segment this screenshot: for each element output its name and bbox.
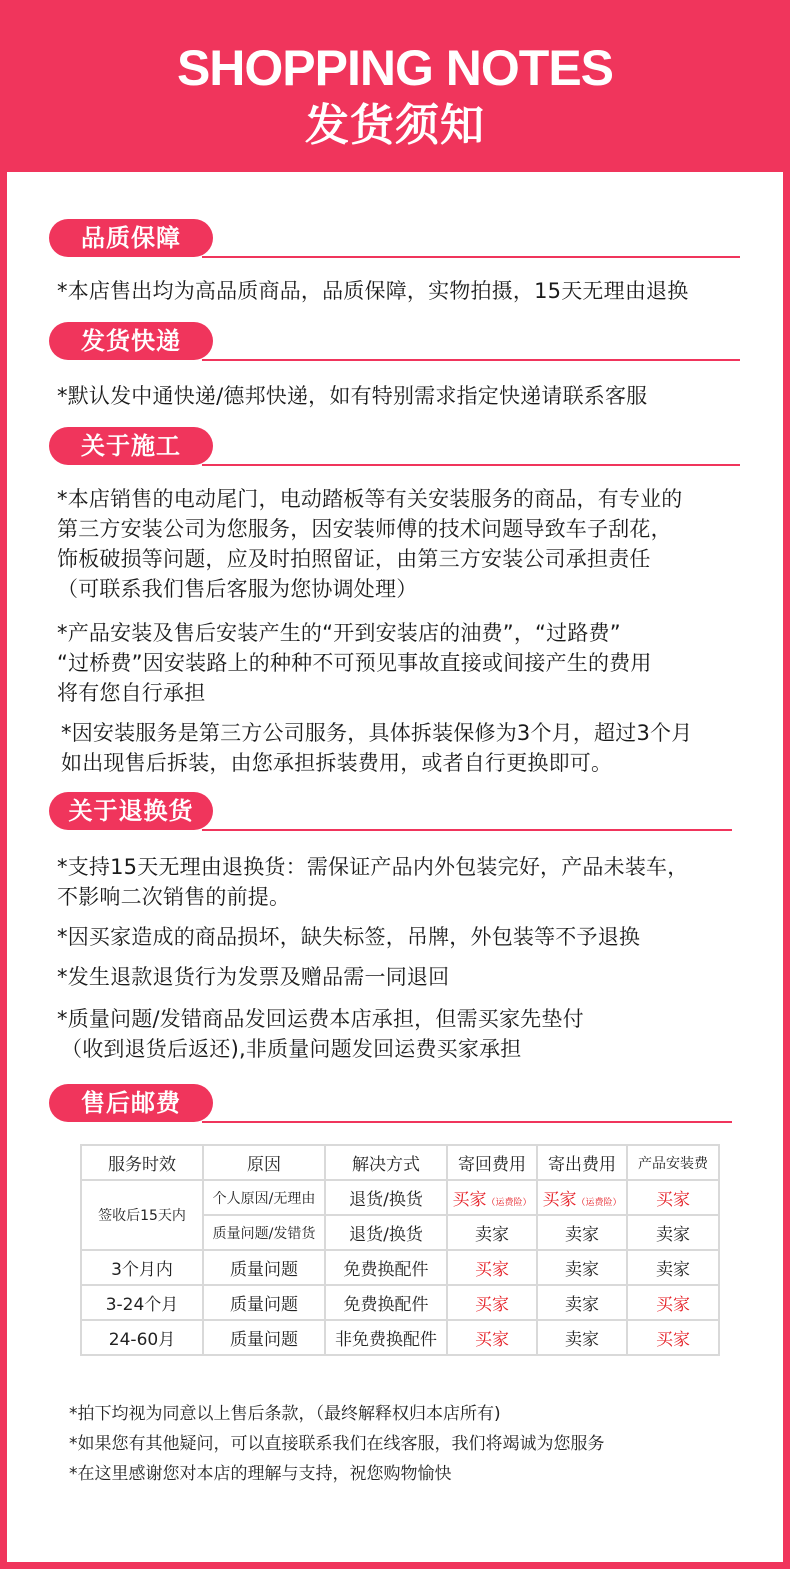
table-row [81,1320,719,1355]
table-header-cell: 服务时效 [81,1145,203,1180]
section-divider [202,464,740,466]
table-row [81,1285,719,1320]
section-divider [202,256,740,258]
page-title-en: SHOPPING NOTES [176,40,614,96]
section-label-returns: 关于退换货 [49,792,213,830]
footer-note: *如果您有其他疑问，可以直接联系我们在线客服，我们将竭诚为您服务 [69,1434,605,1454]
table-cell-reason: 个人原因/无理由 [203,1180,325,1215]
install-line: 饰板破损等问题，应及时拍照留证，由第三方安装公司承担责任 [57,547,651,571]
footer-note: *在这里感谢您对本店的理解与支持，祝您购物愉快 [69,1464,452,1484]
install-line: *产品安装及售后安装产生的“开到安装店的油费”，“过路费” [57,621,621,645]
section-label-quality: 品质保障 [49,219,213,257]
table-header-cell: 寄回费用 [447,1145,537,1180]
table-cell-solution: 退货/换货 [325,1215,447,1250]
table-cell-solution: 免费换配件 [325,1285,447,1320]
returns-line: *发生退款退货行为发票及赠品需一同退回 [57,965,450,989]
fee-note: （运费险） [486,1198,532,1208]
table-cell-return-fee: 买家 [447,1250,537,1285]
table-cell-reason: 质量问题/发错货 [203,1215,325,1250]
table-cell-return-fee [447,1180,537,1215]
shipping-line: *默认发中通快递/德邦快递，如有特别需求指定快递请联系客服 [57,384,648,408]
section-label-aftersale: 售后邮费 [49,1084,213,1122]
table-cell-ship-fee: 卖家 [537,1285,627,1320]
returns-line: *支持15天无理由退换货：需保证产品内外包装完好，产品未装车， [57,855,689,879]
table-header-cell: 原因 [203,1145,325,1180]
section-divider [202,1121,732,1123]
table-cell-reason: 质量问题 [203,1285,325,1320]
section-divider [202,359,740,361]
table-cell-period: 3个月内 [81,1250,203,1285]
install-line: 第三方安装公司为您服务，因安装师傅的技术问题导致车子刮花， [57,517,672,541]
table-cell-return-fee: 卖家 [447,1215,537,1250]
section-divider [202,829,732,831]
returns-line: 不影响二次销售的前提。 [57,885,291,909]
table-cell-reason: 质量问题 [203,1320,325,1355]
notes-panel [7,172,783,1562]
table-cell-return-fee: 买家 [447,1320,537,1355]
install-line: “过桥费”因安装路上的种种不可预见事故直接或间接产生的费用 [57,651,652,675]
fee-value: 买家 [542,1190,577,1210]
table-header-cell: 产品安装费 [627,1145,719,1180]
table-cell-reason: 质量问题 [203,1250,325,1285]
page-header [0,0,790,172]
table-cell-install-fee: 买家 [627,1180,719,1215]
fee-note: （运费险） [576,1198,622,1208]
install-line: （可联系我们售后客服为您协调处理） [57,577,418,601]
fee-value: 买家 [452,1190,487,1210]
install-line: *因安装服务是第三方公司服务，具体拆装保修为3个月，超过3个月 [61,721,693,745]
aftersale-fee-table [80,1144,720,1356]
install-line: 如出现售后拆装，由您承担拆装费用，或者自行更换即可。 [61,751,613,775]
table-cell-ship-fee: 卖家 [537,1250,627,1285]
quality-line: *本店售出均为高品质商品，品质保障，实物拍摄，15天无理由退换 [57,279,689,303]
page-title-cn: 发货须知 [305,100,485,151]
table-cell-ship-fee: 卖家 [537,1320,627,1355]
table-cell-period: 签收后15天内 [81,1180,203,1250]
returns-line: *因买家造成的商品损坏，缺失标签，吊牌，外包装等不予退换 [57,925,641,949]
table-cell-period: 3-24个月 [81,1285,203,1320]
table-cell-return-fee: 买家 [447,1285,537,1320]
returns-line: （收到退货后返还),非质量问题发回运费买家承担 [61,1037,522,1061]
table-header-cell: 寄出费用 [537,1145,627,1180]
table-cell-install-fee: 买家 [627,1320,719,1355]
install-line: 将有您自行承担 [57,681,206,705]
table-cell-install-fee: 买家 [627,1285,719,1320]
footer-note: *拍下均视为同意以上售后条款，（最终解释权归本店所有) [69,1404,501,1424]
table-header-cell: 解决方式 [325,1145,447,1180]
table-cell-solution: 非免费换配件 [325,1320,447,1355]
table-cell-install-fee: 卖家 [627,1250,719,1285]
section-label-shipping: 发货快递 [49,322,213,360]
table-cell-solution: 退货/换货 [325,1180,447,1215]
section-label-install: 关于施工 [49,427,213,465]
returns-line: *质量问题/发错商品发回运费本店承担，但需买家先垫付 [57,1007,584,1031]
table-cell-install-fee: 卖家 [627,1215,719,1250]
table-cell-ship-fee: 卖家 [537,1215,627,1250]
table-header-row [81,1145,719,1180]
table-cell-period: 24-60月 [81,1320,203,1355]
install-line: *本店销售的电动尾门，电动踏板等有关安装服务的商品，有专业的 [57,487,683,511]
table-row [81,1250,719,1285]
table-row [81,1180,719,1215]
table-cell-ship-fee [537,1180,627,1215]
table-cell-solution: 免费换配件 [325,1250,447,1285]
